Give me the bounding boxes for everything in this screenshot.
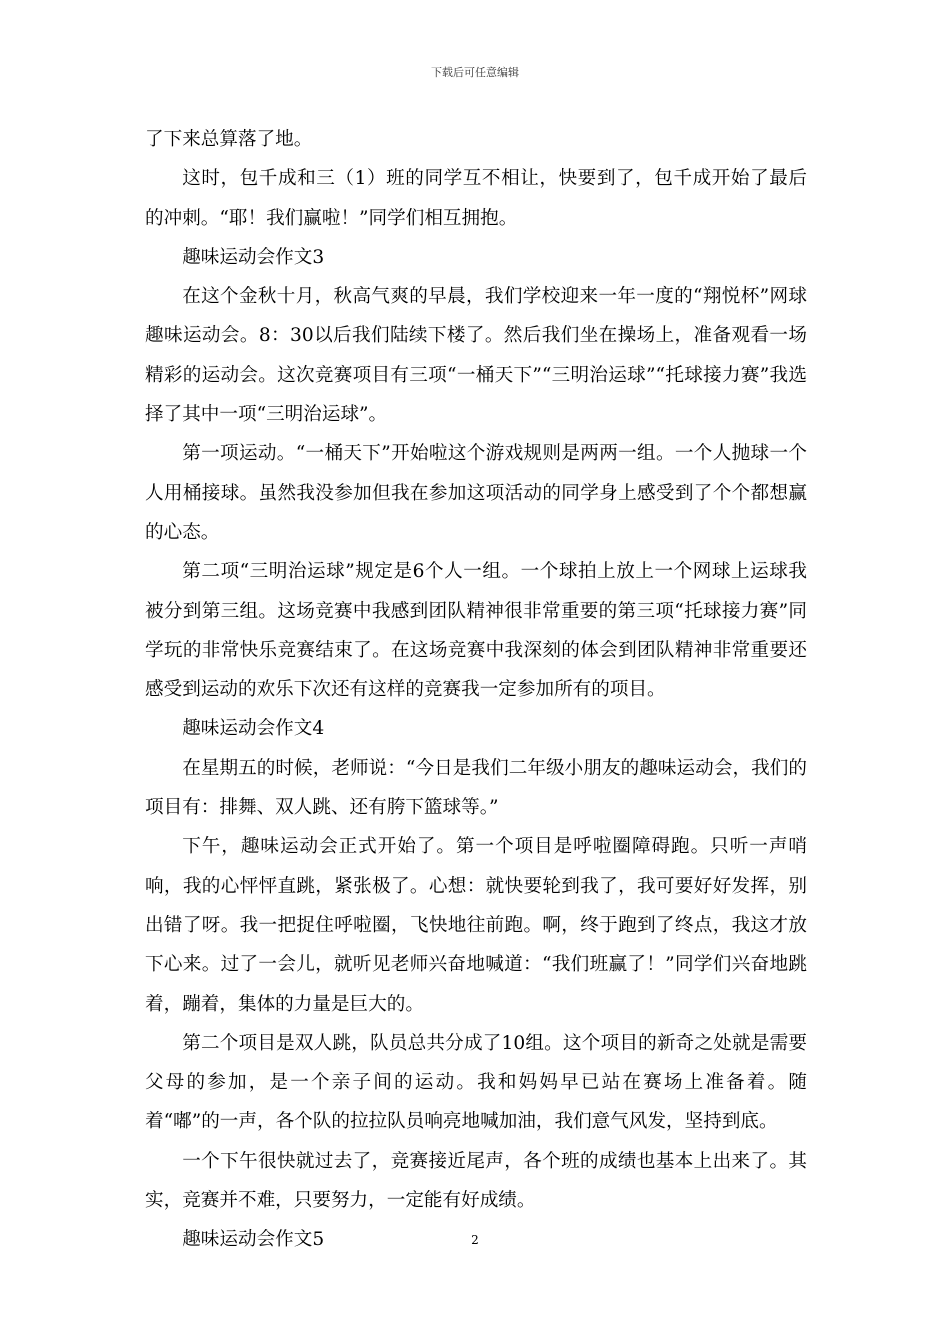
page-number: 2	[471, 1233, 479, 1247]
paragraph: 一个下午很快就过去了，竞赛接近尾声，各个班的成绩也基本上出来了。其实，竞赛并不难，只要努力，一定能有好成绩。	[145, 1150, 807, 1212]
section-heading: 趣味运动会作文3	[182, 246, 325, 268]
section-heading: 趣味运动会作文5	[182, 1229, 325, 1251]
paragraph: 了下来总算落了地。	[145, 129, 313, 150]
paragraph: 第二个项目是双人跳，队员总共分成了10组。这个项目的新奇之处就是需要父母的参加，是一个亲子间的运动。我和妈妈早已站在赛场上准备着。随着“嘟”的一声，各个队的拉拉队员响亮地喊加油，我们意气风发，坚持到底。	[145, 1032, 807, 1133]
paragraph: 在星期五的时候，老师说：“今日是我们二年级小朋友的趣味运动会，我们的项目有：排舞、双人跳、还有胯下篮球等。”	[145, 757, 807, 819]
paragraph: 第一项运动。“一桶天下”开始啦这个游戏规则是两两一组。一个人抛球一个人用桶接球。虽然我没参加但我在参加这项活动的同学身上感受到了个个都想赢的心态。	[145, 443, 807, 543]
section-heading: 趣味运动会作文4	[182, 718, 325, 740]
paragraph: 第二项“三明治运球”规定是6个人一组。一个球拍上放上一个网球上运球我被分到第三组。这场竞赛中我感到团队精神很非常重要的第三项“托球接力赛”同学玩的非常快乐竞赛结束了。在这场竞赛中我深刻的体会到团队精神非常重要还感受到运动的欢乐下次还有这样的竞赛我一定参加所有的项目。	[145, 561, 807, 701]
document-body	[145, 120, 807, 1260]
page-header: 下载后可任意编辑	[431, 66, 519, 79]
paragraph: 这时，包千成和三（1）班的同学互不相让，快要到了，包千成开始了最后的冲刺。“耶！我们赢啦！”同学们相互拥抱。	[145, 168, 807, 229]
paragraph: 在这个金秋十月，秋高气爽的早晨，我们学校迎来一年一度的“翔悦杯”网球趣味运动会。8：30以后我们陆续下楼了。然后我们坐在操场上，准备观看一场精彩的运动会。这次竞赛项目有三项“一桶天下”“三明治运球”“托球接力赛”我选择了其中一项“三明治运球”。	[145, 286, 807, 426]
paragraph: 下午，趣味运动会正式开始了。第一个项目是呼啦圈障碍跑。只听一声哨响，我的心怦怦直跳，紧张极了。心想：就快要轮到我了，我可要好好发挥，别出错了呀。我一把捉住呼啦圈，飞快地往前跑。啊，终于跑到了终点，我这才放下心来。过了一会儿，就听见老师兴奋地喊道：“我们班赢了！”同学们兴奋地跳着，蹦着，集体的力量是巨大的。	[145, 836, 807, 1015]
